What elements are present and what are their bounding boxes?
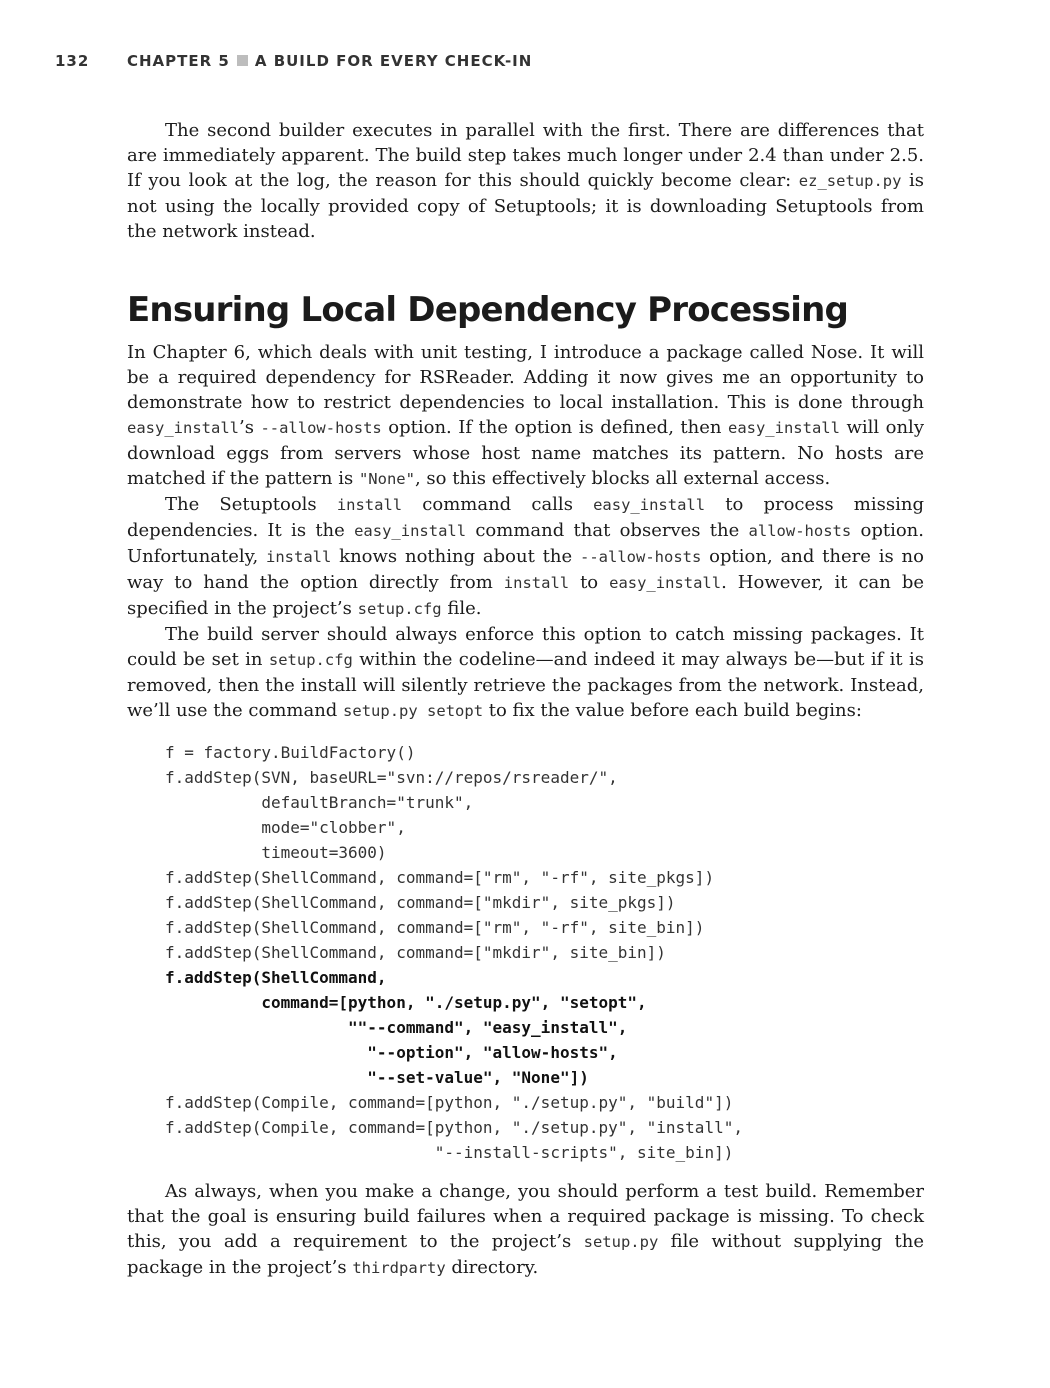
- text-run: to fix the value before each build begins:: [483, 700, 862, 721]
- code-line: f = factory.BuildFactory(): [165, 743, 416, 762]
- text-run: option, and there is no way to hand the option directly from: [127, 546, 924, 593]
- inline-code: easy_install: [127, 419, 239, 437]
- chapter-title: A BUILD FOR EVERY CHECK-IN: [254, 52, 533, 70]
- code-line-bold: "--set-value", "None"]): [165, 1068, 589, 1087]
- inline-code: setup.cfg: [268, 651, 353, 669]
- text-run: option. If the option is defined, then: [381, 417, 728, 438]
- text-run: option. Unfortunately,: [127, 520, 924, 567]
- page-content: [127, 118, 924, 1281]
- text-run: , so this effectively blocks all external access.: [414, 468, 831, 489]
- code-line: f.addStep(ShellCommand, command=["rm", "-rf", site_pkgs]): [165, 868, 715, 887]
- inline-code: easy_install: [593, 496, 706, 514]
- paragraph-test-build: [127, 1179, 924, 1281]
- paragraph-install-command: [127, 492, 924, 622]
- code-line: f.addStep(ShellCommand, command=["mkdir", site_bin]): [165, 943, 666, 962]
- page-number: 132: [55, 52, 90, 70]
- text-run: command calls: [402, 494, 594, 515]
- text-run: ’s: [238, 417, 261, 438]
- inline-code: install: [503, 574, 570, 592]
- text-run: to process missing dependencies. It is the: [127, 494, 924, 541]
- text-run: directory.: [445, 1257, 539, 1278]
- inline-code: install: [266, 548, 332, 566]
- text-run: In Chapter 6, which deals with unit testing, I introduce a package called Nose. It will be a required dependency for RSReader. Adding it now gives me an opportunity to demonstrate how to restrict dependencies to local installation. This is done through: [127, 342, 924, 413]
- text-run: to: [569, 572, 610, 593]
- chapter-heading: [127, 52, 532, 70]
- separator-square-icon: [237, 55, 248, 66]
- section-heading: Ensuring Local Dependency Processing: [127, 290, 849, 330]
- code-line: timeout=3600): [165, 843, 387, 862]
- inline-code: ez_setup.py: [798, 172, 902, 190]
- inline-code: setup.cfg: [357, 600, 442, 618]
- code-line: f.addStep(ShellCommand, command=["mkdir", site_pkgs]): [165, 893, 676, 912]
- code-line: f.addStep(ShellCommand, command=["rm", "-rf", site_bin]): [165, 918, 705, 937]
- code-listing: [165, 740, 924, 1165]
- paragraph-intro: [127, 118, 924, 244]
- text-run: The Setuptools: [165, 494, 337, 515]
- chapter-label: CHAPTER 5: [127, 52, 230, 70]
- inline-code: --allow-hosts: [260, 419, 382, 437]
- text-run: The second builder executes in parallel with the first. There are differences that are immediately apparent. The build step takes much longer under 2.4 than under 2.5. If you look at the log, the reason for this should quickly become clear:: [127, 120, 924, 191]
- inline-code: easy_install: [609, 574, 722, 592]
- paragraph-allow-hosts: [127, 340, 924, 492]
- inline-code: easy_install: [727, 419, 840, 437]
- text-run: is not using the locally provided copy of Setuptools; it is downloading Setuptools from the network instead.: [127, 170, 924, 242]
- code-line: mode="clobber",: [165, 818, 406, 837]
- inline-code: setup.py: [583, 1233, 659, 1251]
- code-line-bold: "--option", "allow-hosts",: [165, 1043, 618, 1062]
- code-line-bold: command=[python, "./setup.py", "setopt",: [165, 993, 647, 1012]
- inline-code: easy_install: [354, 522, 467, 540]
- code-line: "--install-scripts", site_bin]): [165, 1143, 734, 1162]
- text-run: knows nothing about the: [331, 546, 580, 567]
- inline-code: "None": [358, 470, 415, 488]
- inline-code: allow-hosts: [748, 522, 852, 540]
- text-run: command that observes the: [466, 520, 749, 541]
- code-line: defaultBranch="trunk",: [165, 793, 474, 812]
- text-run: As always, when you make a change, you should perform a test build. Remember that the goal is ensuring build failures when a required package is missing. To check this, you add a requirement to the project’s: [127, 1181, 924, 1252]
- inline-code: install: [336, 496, 403, 514]
- text-run: The build server should always enforce this option to catch missing packages. It could be set in: [127, 624, 924, 670]
- code-line: f.addStep(Compile, command=[python, "./setup.py", "build"]): [165, 1093, 734, 1112]
- code-line: f.addStep(SVN, baseURL="svn://repos/rsreader/",: [165, 768, 618, 787]
- text-run: file without supplying the package in the project’s: [127, 1231, 925, 1278]
- text-run: within the codeline—and indeed it may always be—but if it is removed, then the install will silently retrieve the packages from the network. Instead, we’ll use the command: [127, 649, 924, 721]
- running-head: [55, 52, 1010, 74]
- code-line-bold: f.addStep(ShellCommand,: [165, 968, 387, 987]
- text-run: . However, it can be specified in the project’s: [127, 572, 925, 619]
- inline-code: setup.py setopt: [343, 702, 484, 720]
- text-run: will only download eggs from servers whose host name matches its pattern. No hosts are matched if the pattern is: [127, 417, 924, 489]
- paragraph-build-server: [127, 622, 924, 724]
- code-line-bold: ""--command", "easy_install",: [165, 1018, 628, 1037]
- text-run: file.: [441, 598, 482, 619]
- code-line: f.addStep(Compile, command=[python, "./setup.py", "install",: [165, 1118, 743, 1137]
- inline-code: thirdparty: [352, 1259, 446, 1277]
- inline-code: --allow-hosts: [580, 548, 702, 566]
